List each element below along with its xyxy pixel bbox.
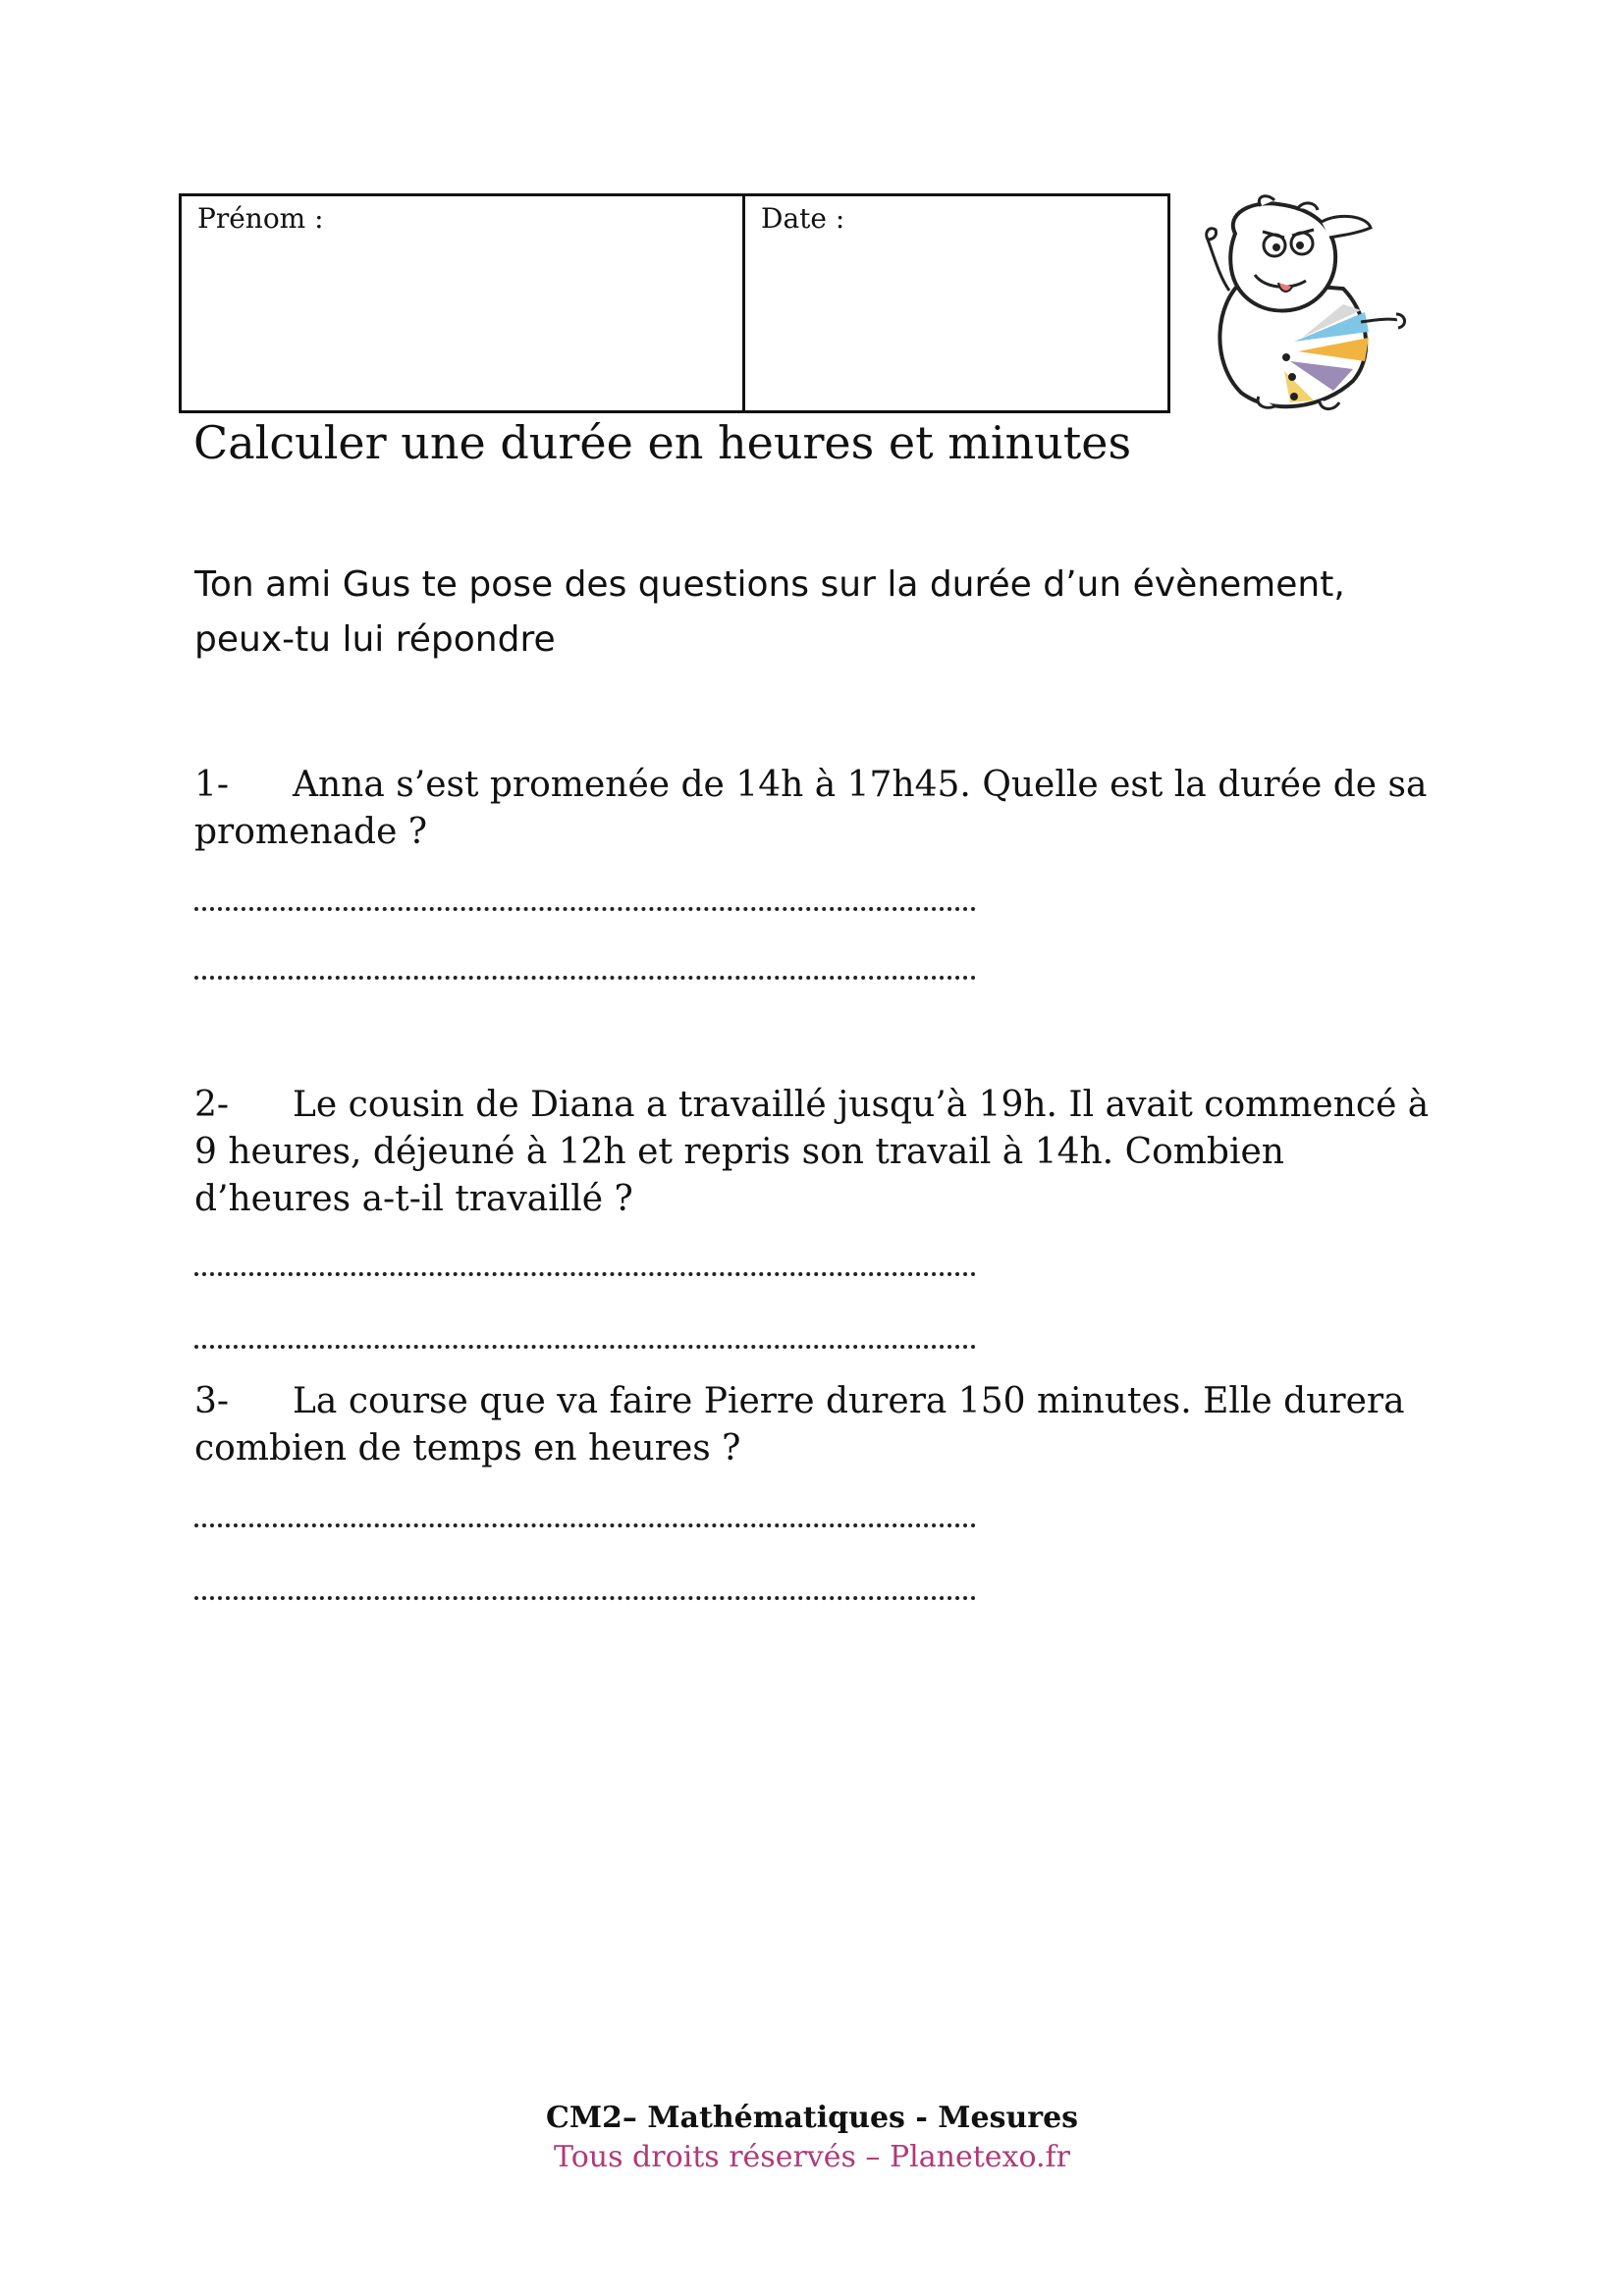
answer-line[interactable] (194, 907, 976, 911)
answer-line[interactable] (194, 976, 976, 980)
question-number: 3- (194, 1381, 230, 1421)
footer-subject: CM2– Mathématiques - Mesures (545, 2101, 1079, 2135)
question-text: Le cousin de Diana a travaillé jusqu’à 19h. Il avait commencé à 9 heures, déjeuné à 12h et repris son travail à 14h. Combien d’heures a-t-il travaillé ? (194, 1085, 1430, 1219)
question-text: Anna s’est promenée de 14h à 17h45. Quelle est la durée de sa promenade ? (194, 765, 1428, 852)
page-title: Calculer une durée en heures et minutes (193, 416, 1132, 469)
name-label: Prénom : (197, 202, 324, 235)
footer-copyright: Tous droits réservés – Planetexo.fr (554, 2140, 1070, 2174)
date-label: Date : (761, 202, 845, 235)
question-1 (194, 762, 1441, 856)
answer-line[interactable] (194, 1345, 976, 1349)
instruction-text: Ton ami Gus te pose des questions sur la durée d’un évènement, peux-tu lui répondre (194, 564, 1345, 660)
sheep-mascot-icon (1196, 194, 1412, 416)
question-3 (194, 1378, 1441, 1472)
question-text: La course que va faire Pierre durera 150 minutes. Elle durera combien de temps en heures ? (194, 1381, 1405, 1468)
answer-line[interactable] (194, 1523, 976, 1527)
question-2 (194, 1082, 1441, 1223)
date-field[interactable] (745, 196, 1167, 410)
student-info-box (179, 193, 1170, 413)
name-field[interactable] (182, 196, 745, 410)
answer-line[interactable] (194, 1596, 976, 1600)
question-number: 1- (194, 765, 230, 805)
question-number: 2- (194, 1085, 230, 1125)
answer-line[interactable] (194, 1272, 976, 1276)
